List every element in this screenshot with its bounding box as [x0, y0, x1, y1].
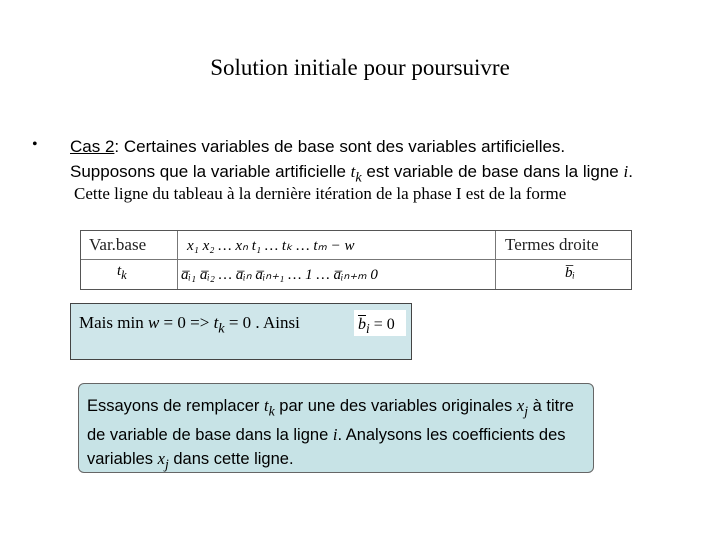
header-varbase: Var.base: [89, 235, 147, 254]
var-i: i: [623, 162, 629, 181]
analysis-x2: x: [157, 449, 165, 469]
analysis-t: t: [264, 396, 269, 415]
conclusion-part-b: = 0 =>: [159, 313, 214, 332]
analysis-text: [87, 394, 587, 477]
case-line2-b: est variable de base dans la ligne: [361, 162, 624, 181]
row-basis-sub: k: [121, 268, 127, 282]
analysis-b: par une des variables originales: [274, 397, 517, 415]
analysis-c: à titre de variable de base dans la ligne: [87, 397, 574, 445]
conclusion-part-a: Mais min: [79, 313, 148, 332]
analysis-e: dans cette ligne.: [168, 450, 294, 469]
tableau-row-divider: [81, 259, 631, 260]
analysis-i: i: [332, 425, 338, 445]
case-label: Cas 2: [70, 137, 115, 156]
case-line2-a: Supposons que la variable artificielle: [70, 162, 351, 181]
analysis-x2-sub: j: [164, 456, 169, 472]
header-variables: x₁ x₂ … xₙ t₁ … tₖ … tₘ − w: [187, 238, 355, 254]
conclusion-text: [79, 313, 300, 337]
slide-title: Solution initiale pour poursuivre: [210, 55, 510, 80]
var-w: w: [147, 313, 160, 332]
row-coefficients: a̅ᵢ₁ a̅ᵢ₂ … a̅ᵢₙ a̅ᵢₙ₊₁ … 1 … a̅ᵢₙ₊ₘ 0: [181, 267, 378, 283]
analysis-t-sub: k: [268, 403, 275, 419]
row-basis-var: [117, 263, 127, 283]
var-t-sub: k: [355, 169, 362, 186]
var-t: t: [350, 162, 356, 181]
analysis-box: [78, 383, 594, 473]
case-line3: Cette ligne du tableau à la dernière itération de la phase I est de la forme: [74, 184, 567, 203]
case-paragraph: [70, 134, 700, 190]
equation-bi-zero: [354, 310, 406, 336]
eq-b: $\overline{b}$: [358, 316, 366, 333]
case-line1-rest: : Certaines variables de base sont des variables artificielles.: [114, 137, 566, 156]
var-tk: t: [213, 313, 219, 332]
bullet-marker: •: [32, 136, 38, 153]
tableau-col-divider-2: [495, 231, 496, 289]
analysis-x-sub: j: [524, 403, 529, 419]
analysis-d: . Analysons les coefficients des variables: [87, 426, 566, 469]
tableau-col-divider-1: [177, 231, 178, 289]
var-tk-sub: k: [218, 320, 225, 337]
conclusion-box: [70, 303, 412, 360]
case-line2-end: .: [628, 162, 633, 181]
row-rhs: b̅ᵢ: [565, 265, 575, 281]
analysis-x: x: [516, 396, 525, 415]
analysis-a: Essayons de remplacer: [87, 397, 264, 415]
header-termes-droite: Termes droite: [505, 235, 599, 254]
row-basis-t: t: [117, 263, 122, 279]
simplex-tableau: [80, 230, 632, 290]
conclusion-part-c: = 0 . Ainsi: [224, 313, 300, 332]
eq-rest: = 0: [369, 316, 395, 333]
eq-i: i: [366, 321, 370, 337]
